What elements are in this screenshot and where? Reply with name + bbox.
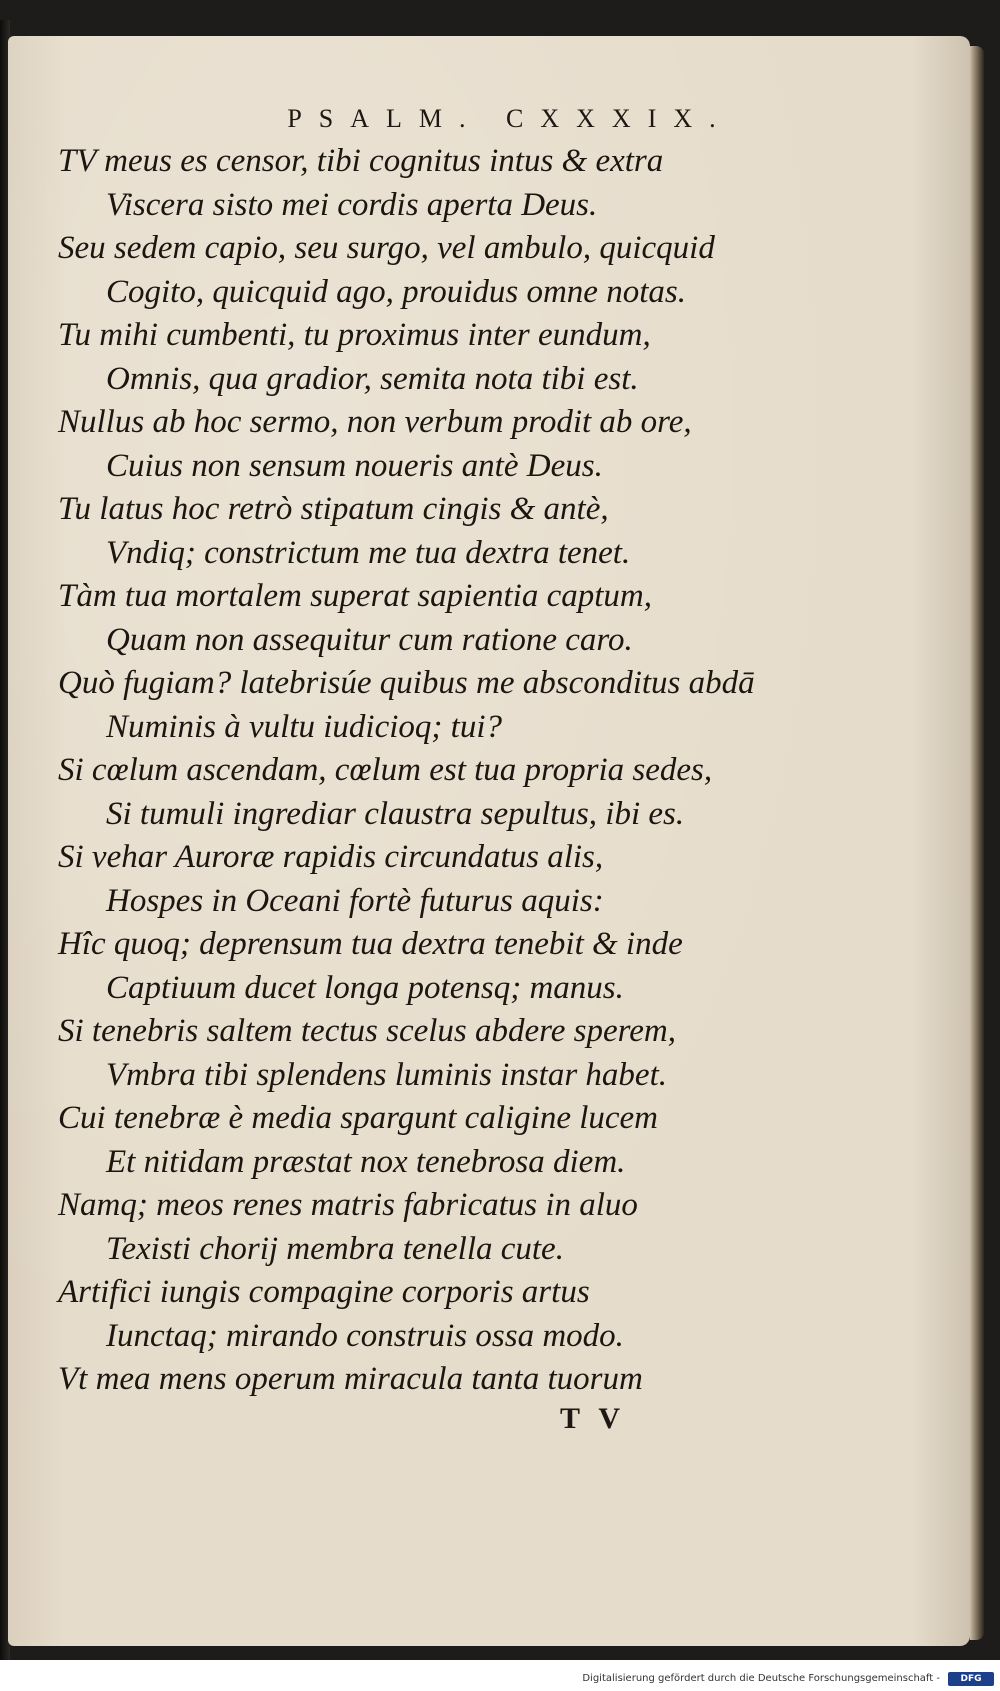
verse-line: Captiuum ducet longa potensq; manus. <box>106 969 624 1006</box>
verse-line: Viscera sisto mei cordis aperta Deus. <box>106 186 598 223</box>
verse-line: Hîc quoq; deprensum tua dextra tenebit & inde <box>58 926 683 962</box>
verse-line: Vmbra tibi splendens luminis instar habet. <box>106 1056 667 1093</box>
verse-line: Iunctaq; mirando construis ossa modo. <box>106 1317 624 1354</box>
verse-line: Nullus ab hoc sermo, non verbum prodit ab ore, <box>58 404 692 440</box>
verse-line: Cuius non sensum noueris antè Deus. <box>106 447 603 484</box>
verse-line: Texisti chorij membra tenella cute. <box>106 1230 564 1267</box>
running-head: PSALM. CXXXIX. <box>287 104 733 133</box>
verse-line: Vt mea mens operum miracula tanta tuorum <box>58 1361 643 1397</box>
verse-line: Si tumuli ingrediar claustra sepultus, ibi es. <box>106 795 685 832</box>
verse-line: Seu sedem capio, seu surgo, vel ambulo, quicquid <box>58 230 715 266</box>
verse-line: TV meus es censor, tibi cognitus intus & extra <box>58 143 664 179</box>
verse-line: Si vehar Auroræ rapidis circundatus alis, <box>58 839 604 875</box>
verse-line: Quam non assequitur cum ratione caro. <box>106 621 633 658</box>
verse-text <box>58 140 938 1402</box>
verse-line: Si tenebris saltem tectus scelus abdere sperem, <box>58 1013 677 1049</box>
verse-line: Namq; meos renes matris fabricatus in aluo <box>58 1187 638 1223</box>
verse-line: Tu mihi cumbenti, tu proximus inter eundum, <box>58 317 651 353</box>
verse-line: Hospes in Oceani fortè futurus aquis: <box>106 882 604 919</box>
page-right-edge <box>970 46 984 1640</box>
verse-line: Tàm tua mortalem superat sapientia captum, <box>58 578 652 614</box>
funding-credit: Digitalisierung gefördert durch die Deutsche Forschungsgemeinschaft - <box>582 1673 940 1684</box>
dfg-logo: DFG <box>948 1672 994 1686</box>
verse-line: Numinis à vultu iudicioq; tui? <box>106 708 502 745</box>
verse-line: Tu latus hoc retrò stipatum cingis & antè, <box>58 491 609 527</box>
verse-line: Vndiq; constrictum me tua dextra tenet. <box>106 534 631 571</box>
verse-line: Omnis, qua gradior, semita nota tibi est. <box>106 360 639 397</box>
verse-line: Si cœlum ascendam, cœlum est tua propria sedes, <box>58 752 713 788</box>
verse-line: Quò fugiam? latebrisúe quibus me absconditus abdā <box>58 665 755 701</box>
verse-line: Et nitidam præstat nox tenebrosa diem. <box>106 1143 626 1180</box>
verse-line: Cui tenebræ è media spargunt caligine lucem <box>58 1100 659 1136</box>
verse-line: Artifici iungis compagine corporis artus <box>58 1274 590 1310</box>
catchword: T V <box>560 1402 627 1435</box>
verse-line: Cogito, quicquid ago, prouidus omne notas. <box>106 273 686 310</box>
